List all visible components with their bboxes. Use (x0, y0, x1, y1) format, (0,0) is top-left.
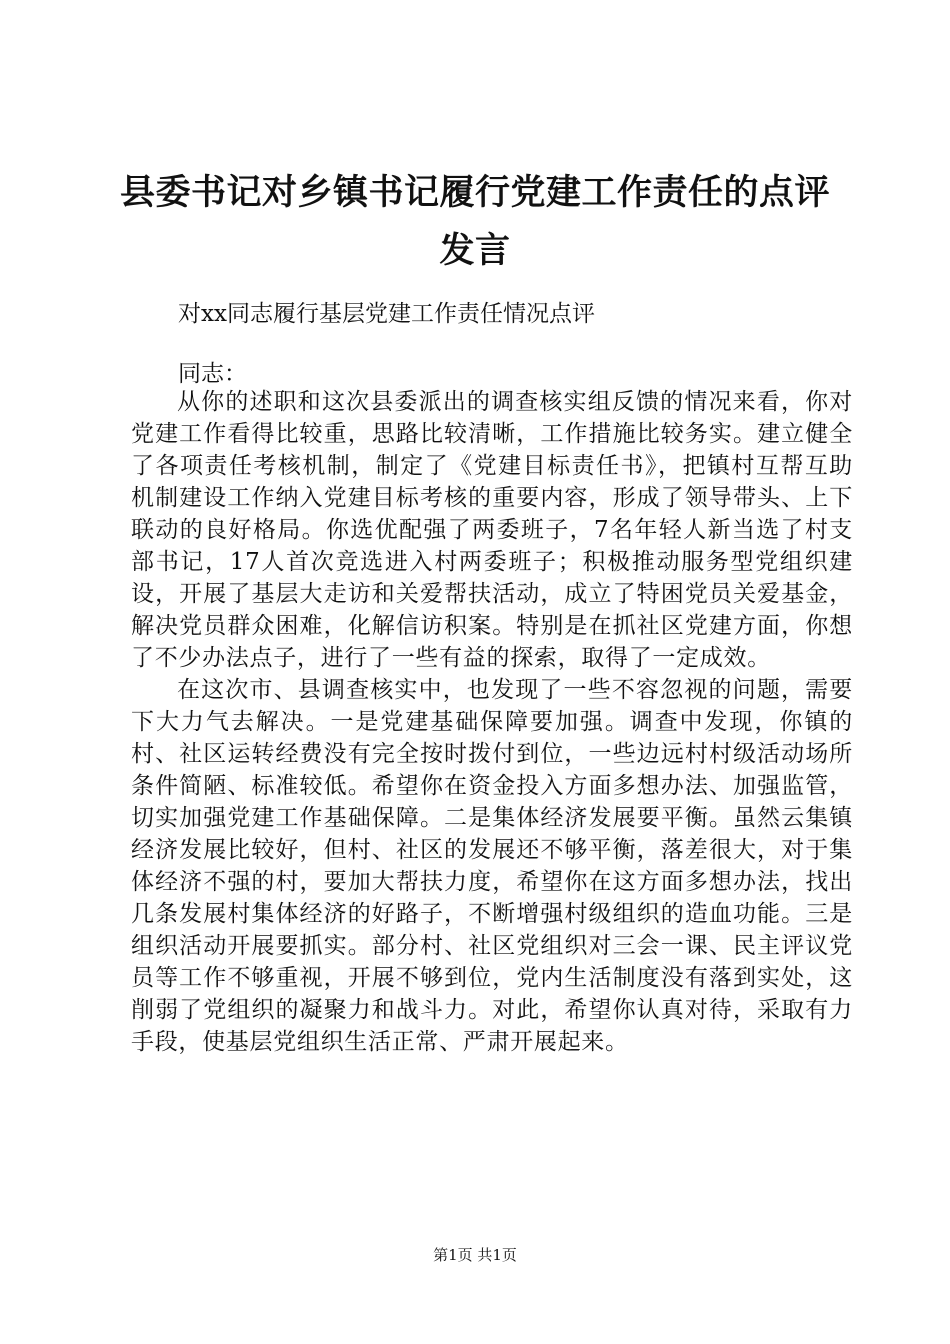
document-subtitle: 对xx同志履行基层党建工作责任情况点评 (178, 301, 595, 327)
document-body (131, 386, 853, 1058)
document-title: 县委书记对乡镇书记履行党建工作责任的点评发言 (119, 173, 830, 271)
paragraph-1: 从你的述职和这次县委派出的调查核实组反馈的情况来看，你对党建工作看得比较重，思路比较清晰，工作措施比较务实。建立健全了各项责任考核机制，制定了《党建目标责任书》，把镇村互帮互助机制建设工作纳入党建目标考核的重要内容，形成了领导带头、上下联动的良好格局。你选优配强了两委班子，7名年轻人新当选了村支部书记，17人首次竞选进入村两委班子；积极推动服务型党组织建设，开展了基层大走访和关爱帮扶活动，成立了特困党员关爱基金，解决党员群众困难，化解信访积案。特别是在抓社区党建方面，你想了不少办法点子，进行了一些有益的探索，取得了一定成效。 (131, 389, 853, 671)
paragraph-2: 在这次市、县调查核实中，也发现了一些不容忽视的问题，需要下大力气去解决。一是党建基础保障要加强。调查中发现，你镇的村、社区运转经费没有完全按时拨付到位，一些边远村村级活动场所条件简陋、标准较低。希望你在资金投入方面多想办法、加强监管，切实加强党建工作基础保障。二是集体经济发展要平衡。虽然云集镇经济发展比较好，但村、社区的发展还不够平衡，落差很大，对于集体经济不强的村，要加大帮扶力度，希望你在这方面多想办法，找出几条发展村集体经济的好路子，不断增强村级组织的造血功能。三是组织活动开展要抓实。部分村、社区党组织对三会一课、民主评议党员等工作不够重视，开展不够到位，党内生活制度没有落到实处，这削弱了党组织的凝聚力和战斗力。对此，希望你认真对待，采取有力手段，使基层党组织生活正常、严肃开展起来。 (131, 677, 853, 1055)
salutation: 同志： (178, 361, 247, 387)
page-footer: 第1页 共1页 (433, 1246, 517, 1264)
